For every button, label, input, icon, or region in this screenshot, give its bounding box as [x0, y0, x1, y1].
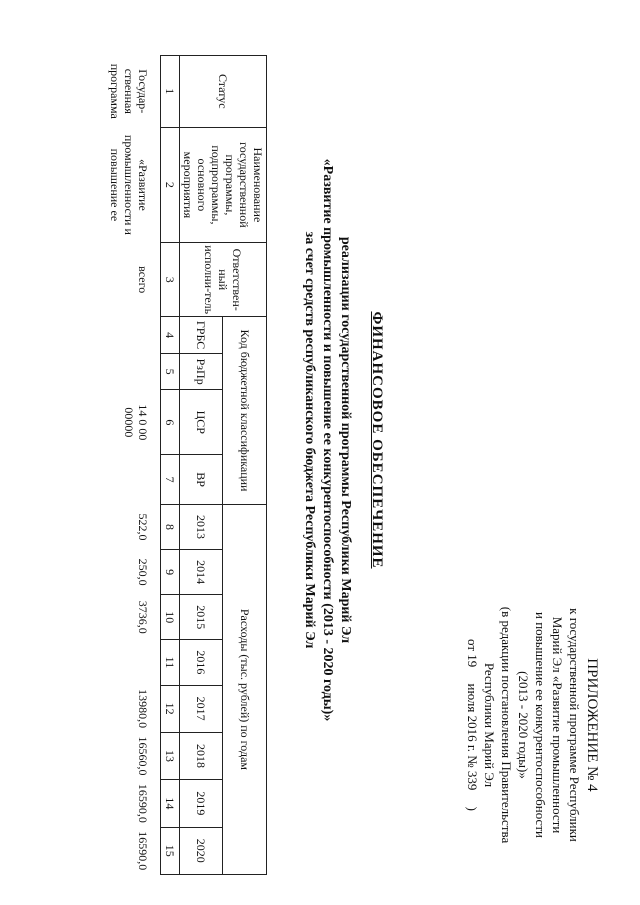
cell-rzpr	[107, 353, 161, 389]
col-number: 1	[161, 56, 180, 128]
header-year: 2017	[180, 685, 224, 732]
appendix-block	[464, 575, 600, 875]
col-number: 13	[161, 732, 180, 779]
cell-vr	[107, 455, 161, 505]
col-number: 3	[161, 243, 180, 317]
header-year: 2020	[180, 827, 224, 874]
appendix-line: к государственной программе Республики	[567, 608, 582, 842]
col-number: 5	[161, 353, 180, 389]
header-rzpr: РзПр	[180, 353, 224, 389]
header-year: 2015	[180, 595, 224, 640]
cell-year-value: 16560,0	[136, 736, 150, 776]
appendix-title: ПРИЛОЖЕНИЕ № 4	[584, 658, 600, 792]
heading-line-2: «Развитие промышленности и повышение ее конкурентоспособности (2013 - 2020 годы)»	[320, 158, 335, 722]
header-budget-code: Код бюджетной классификации	[223, 317, 267, 505]
cell-year-value	[107, 640, 161, 685]
header-status: Статус	[180, 56, 267, 128]
cell-year-value: 13980,0	[136, 689, 150, 729]
appendix-line: Республики Марий Эл	[482, 662, 497, 788]
header-year: 2019	[180, 780, 224, 827]
col-number: 7	[161, 455, 180, 505]
header-year: 2013	[180, 504, 224, 549]
heading-line-3: за счет средств республиканского бюджета Республики Марий Эл	[302, 231, 317, 649]
cell-executor: всего	[136, 266, 150, 294]
appendix-dateline: от 19 июля 2016 г. № 339 )	[465, 639, 480, 811]
financing-table	[107, 55, 267, 875]
document-title: ФИНАНСОВОЕ ОБЕСПЕЧЕНИЕ	[369, 311, 385, 569]
cell-year-value: 16590,0	[136, 783, 150, 823]
cell-grbs	[107, 317, 161, 354]
header-expenses: Расходы (тыс. рублей) по годам	[223, 504, 267, 874]
header-executor: Ответствен-ный исполни-тель	[180, 243, 267, 317]
appendix-line: и повышение ее конкурентоспособности	[533, 612, 548, 838]
col-number: 14	[161, 780, 180, 827]
cell-name: «Развитие промышленности и повышение ее	[108, 134, 150, 235]
header-year: 2014	[180, 550, 224, 595]
col-number: 10	[161, 595, 180, 640]
heading-line-1: реализации государственной программы Республики Марий Эл	[338, 236, 353, 644]
header-name: Наименование государственной программы, подпрограммы, основного мероприятия	[180, 127, 267, 243]
cell-year-value: 3736,0	[136, 600, 150, 634]
cell-year-value: 522,0	[136, 513, 150, 541]
appendix-line: (2013 - 2020 годы)»	[516, 671, 531, 779]
header-csr: ЦСР	[180, 390, 224, 455]
cell-status: Государ-ственная программа	[108, 63, 150, 119]
col-number: 8	[161, 504, 180, 549]
appendix-line: Марий Эл «Развитие промышленности	[550, 616, 565, 834]
cell-csr: 14 0 00 00000	[122, 404, 150, 441]
header-vr: ВР	[180, 455, 224, 505]
col-number: 12	[161, 685, 180, 732]
col-number: 2	[161, 127, 180, 243]
document-heading	[300, 50, 385, 830]
table-row	[107, 56, 161, 875]
col-number: 6	[161, 390, 180, 455]
appendix-line: (в редакции постановления Правительства	[499, 606, 514, 844]
header-year: 2018	[180, 732, 224, 779]
cell-year-value: 250,0	[136, 558, 150, 586]
col-number: 4	[161, 317, 180, 354]
col-number: 9	[161, 550, 180, 595]
cell-year-value: 16590,0	[136, 831, 150, 871]
col-number: 11	[161, 640, 180, 685]
header-grbs: ГРБС	[180, 317, 224, 354]
header-year: 2016	[180, 640, 224, 685]
col-number: 15	[161, 827, 180, 874]
